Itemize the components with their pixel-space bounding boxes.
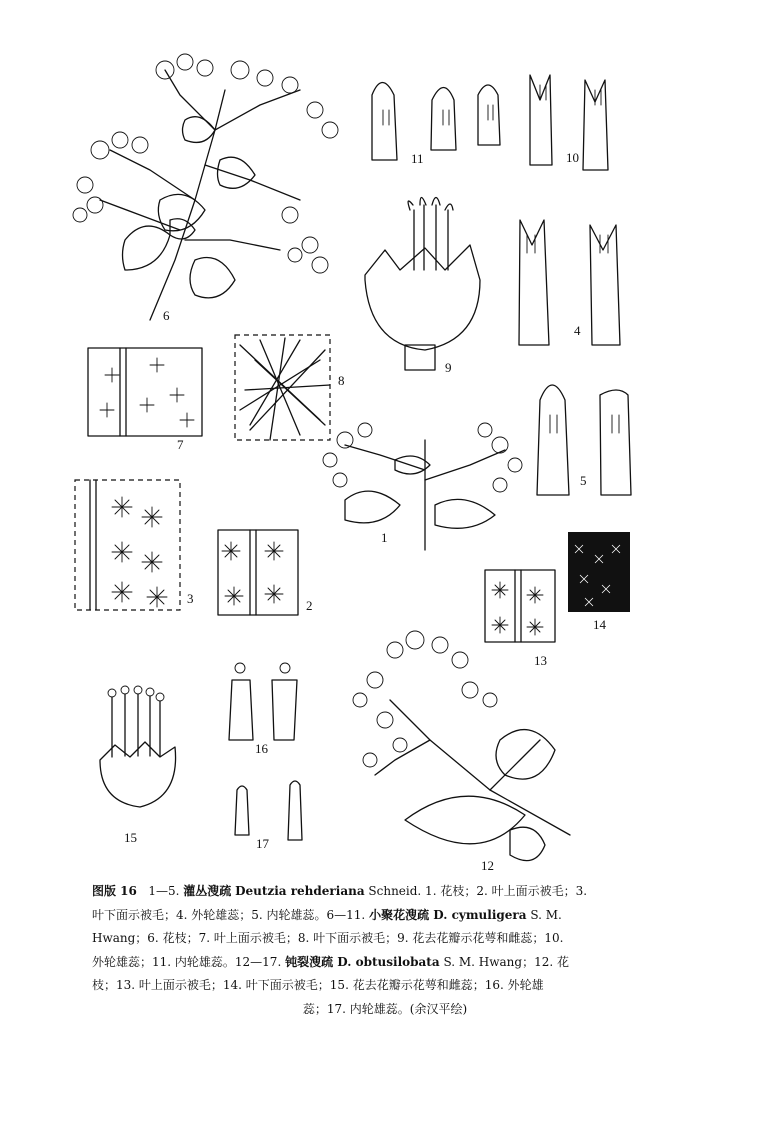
figure-2-leaf-upper-hairs: [218, 530, 298, 615]
figure-label-3: 3: [187, 591, 194, 606]
caption-line-3: Hwang；6. 花枝；7. 叶上面示被毛；8. 叶下面示被毛；9. 花去花瓣示花萼和雌蕊；10.: [92, 931, 564, 945]
figure-label-17: 17: [256, 836, 269, 851]
figure-label-8: 8: [338, 373, 345, 388]
figure-label-10: 10: [566, 150, 579, 165]
caption-line-5: 枝；13. 叶上面示被毛；14. 叶下面示被毛；15. 花去花瓣示花萼和雌蕊；16. 外轮雄: [92, 978, 544, 992]
figure-label-2: 2: [306, 598, 313, 613]
figure-14-leaf-lower-hairs: [568, 532, 630, 612]
caption-text-2b: S. M.: [526, 907, 562, 922]
caption-text-2a: 叶下面示被毛；4. 外轮雄蕊；5. 内轮雄蕊。6—11.: [92, 907, 370, 922]
figure-13-leaf-upper-hairs: [485, 570, 555, 642]
caption-range-1: 1—5.: [148, 884, 184, 898]
species-cn-1: 灌丛溲疏: [183, 884, 232, 898]
species-2: 小聚花溲疏 D. cymuligera: [369, 907, 527, 922]
figure-1-flowering-branch: [323, 423, 522, 550]
species-latin-1: Deutzia rehderiana: [235, 884, 365, 898]
figure-label-13: 13: [534, 653, 547, 668]
caption-line-6: 蕊；17. 内轮雄蕊。(余汉平绘): [302, 1001, 468, 1016]
caption-text-4b: S. M. Hwang；12. 花: [439, 954, 569, 969]
figure-9-calyx-and-pistil: [365, 198, 480, 371]
figure-label-7: 7: [177, 437, 184, 452]
plate-caption: [92, 880, 678, 1021]
figure-label-14: 14: [593, 617, 606, 632]
figure-label-1: 1: [381, 530, 388, 545]
figure-label-9: 9: [445, 360, 452, 375]
figure-label-6: 6: [163, 308, 170, 323]
figure-label-5: 5: [580, 473, 587, 488]
species-3: 钝裂溲疏 D. obtusilobata: [285, 954, 440, 969]
caption-line-4: [92, 951, 678, 975]
figure-label-16: 16: [255, 741, 268, 756]
figure-label-11: 11: [411, 151, 424, 166]
figure-label-12: 12: [481, 858, 494, 873]
figure-11-inner-stamens: [372, 83, 500, 161]
figure-7-leaf-upper-hairs: [88, 348, 202, 436]
caption-text-1: Schneid. 1. 花枝；2. 叶上面示被毛；3.: [364, 884, 588, 898]
caption-line-2: [92, 904, 678, 928]
caption-line-1: [92, 880, 678, 904]
figure-17-inner-stamens: [235, 781, 302, 840]
figure-8-leaf-lower-hairs: [235, 335, 330, 440]
figure-3-leaf-lower-hairs: [75, 480, 180, 610]
plate-label: 图版 16: [92, 884, 137, 898]
figure-15-calyx-and-pistil: [100, 686, 176, 807]
figure-label-15: 15: [124, 830, 137, 845]
figure-label-4: 4: [574, 323, 581, 338]
figure-16-outer-stamens: [229, 663, 297, 740]
figure-4-outer-stamens: [519, 220, 620, 345]
caption-text-4a: 外轮雄蕊；11. 内轮雄蕊。12—17.: [92, 954, 286, 969]
figure-6-flowering-branch: [73, 54, 338, 320]
